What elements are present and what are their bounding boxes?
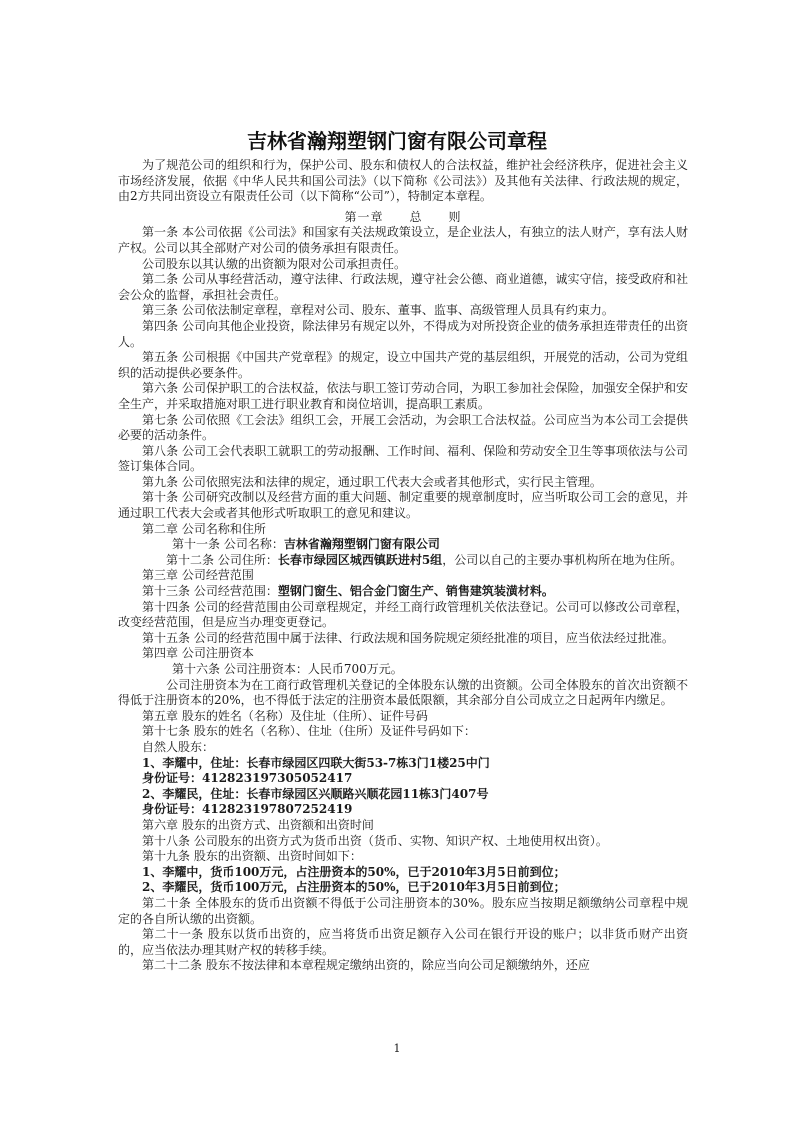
text-run: 第八条 公司工会代表职工就职工的劳动报酬、工作时间、福利、保险和劳动安全卫生等事项依法与公司签订集体合同。 bbox=[118, 443, 688, 474]
article-paragraph bbox=[118, 896, 688, 927]
article-paragraph bbox=[118, 927, 688, 958]
text-run: 第一条 本公司依据《公司法》和国家有关法规政策设立，是企业法人，有独立的法人财产，享有法人财产权。公司以其全部财产对公司的债务承担有限责任。 bbox=[118, 225, 688, 255]
article-paragraph bbox=[118, 319, 688, 350]
text-run: 第十六条 公司注册资本：人民币700万元。 bbox=[172, 662, 403, 676]
text-run: 第十五条 公司的经营范围中属于法律、行政法规和国务院规定须经批准的项目，应当依法经过批准。 bbox=[142, 630, 674, 645]
article-paragraph bbox=[118, 553, 688, 569]
text-run: 公司股东以其认缴的出资额为限对公司承担责任。 bbox=[142, 256, 407, 271]
text-run: 第三章 公司经营范围 bbox=[142, 568, 254, 583]
article-paragraph bbox=[118, 646, 688, 662]
article-paragraph bbox=[118, 225, 688, 256]
document-title: 吉林省瀚翔塑钢门窗有限公司章程 bbox=[247, 129, 547, 153]
bold-text: 2、李耀民，住址：长春市绿园区兴顺路兴顺花园11栋3门407号 bbox=[142, 786, 489, 801]
text-run: 第二十二条 股东不按法律和本章程规定缴纳出资的，除应当向公司足额缴纳外，还应 bbox=[142, 958, 590, 973]
bold-text: 身份证号：412823197305052417 bbox=[142, 771, 353, 786]
text-run: 第四章 公司注册资本 bbox=[142, 646, 254, 661]
bold-text: 长春市绿园区城西镇跃进村5组 bbox=[277, 552, 443, 567]
text-run: 第十九条 股东的出资额、出资时间如下： bbox=[142, 849, 362, 864]
text-run: 第六章 股东的出资方式、出资额和出资时间 bbox=[142, 817, 374, 832]
article-paragraph bbox=[118, 444, 688, 475]
text-run: ，公司以自己的主要办事机构所在地为住所。 bbox=[442, 552, 683, 567]
article-paragraph bbox=[118, 600, 688, 631]
text-run: 第十七条 股东的姓名（名称）、住址（住所）及证件号码如下： bbox=[142, 724, 476, 739]
article-paragraph bbox=[118, 880, 688, 896]
article-paragraph bbox=[118, 958, 688, 974]
bold-text: 身份证号：412823197807252419 bbox=[142, 802, 353, 817]
article-paragraph bbox=[118, 257, 688, 273]
page-number: 1 bbox=[393, 1042, 401, 1055]
text-run: 第十三条 公司经营范围： bbox=[142, 584, 278, 599]
article-paragraph bbox=[118, 787, 688, 803]
text-run: 第十二条 公司住所： bbox=[142, 552, 278, 567]
article-paragraph bbox=[118, 522, 688, 538]
text-run: 第四条 公司向其他企业投资，除法律另有规定以外，不得成为对所投资企业的债务承担连带责任的出资人。 bbox=[118, 318, 688, 349]
article-paragraph bbox=[118, 756, 688, 772]
chapter-heading bbox=[118, 210, 688, 226]
article-paragraph bbox=[118, 834, 688, 850]
text-run: 第九条 公司依照宪法和法律的规定，通过职工代表大会或者其他形式，实行民主管理。 bbox=[142, 474, 602, 489]
text-run: 第五条 公司根据《中国共产党章程》的规定，设立中国共产党的基层组织，开展党的活动，公司为党组织的活动提供必要条件。 bbox=[118, 350, 688, 380]
article-paragraph bbox=[118, 303, 688, 319]
bold-text: 吉林省瀚翔塑钢门窗有限公司 bbox=[283, 537, 440, 552]
text-run: 为了规范公司的组织和行为，保护公司、股东和债权人的合法权益，维护社会经济秩序，促进社会主义市场经济发展，依据《中华人民共和国公司法》（以下简称《公司法》）及其他有关法律、行政法规的规定，由2方共同出资设立有限责任公司（以下简称“公司”），特制定本章程。 bbox=[118, 158, 688, 204]
text-run: 第七条 公司依照《工会法》组织工会，开展工会活动，为会职工合法权益。公司应当为本公司工会提供必要的活动条件。 bbox=[118, 412, 688, 443]
article-paragraph bbox=[118, 381, 688, 412]
text-run: 第二十条 全体股东的货币出资额不得低于公司注册资本的30%。股东应当按期足额缴纳公司章程中规定的各自所认缴的出资额。 bbox=[118, 895, 688, 926]
article-paragraph bbox=[118, 818, 688, 834]
article-paragraph bbox=[118, 865, 688, 881]
article-paragraph bbox=[118, 709, 688, 725]
text-run: 第二条 公司从事经营活动，遵守法律、行政法规，遵守社会公德、商业道德，诚实守信，接受政府和社会公众的监督，承担社会责任。 bbox=[118, 272, 688, 302]
text-run: 自然人股东： bbox=[142, 739, 215, 754]
article-paragraph bbox=[118, 724, 688, 740]
bold-text: 2、李耀民，货币100万元，占注册资本的50%，已于2010年3月5日前到位； bbox=[142, 880, 566, 895]
text-run: 第十四条 公司的经营范围由公司章程规定，并经工商行政管理机关依法登记。公司可以修改公司章程，改变经营范围，但是应当办理变更登记。 bbox=[118, 599, 688, 630]
article-paragraph bbox=[118, 771, 688, 787]
article-paragraph bbox=[118, 802, 688, 818]
text-run: 第十八条 公司股东的出资方式为货币出资（货币、实物、知识产权、土地使用权出资）。 bbox=[142, 833, 608, 848]
article-paragraph bbox=[118, 272, 688, 303]
text-run: 第十一条 公司名称： bbox=[172, 537, 284, 552]
article-paragraph bbox=[118, 537, 688, 553]
text-run: 第三条 公司依法制定章程，章程对公司、股东、董事、监事、高级管理人员具有约束力。 bbox=[142, 303, 614, 318]
text-run: 第二十一条 股东以货币出资的，应当将货币出资足额存入公司在银行开设的账户；以非货币财产出资的，应当依法办理其财产权的转移手续。 bbox=[118, 927, 688, 957]
article-paragraph bbox=[118, 740, 688, 756]
text-run: 第一章 总 则 bbox=[344, 209, 462, 224]
bold-text: 塑钢门窗生、铝合金门窗生产、销售建筑装潢材料。 bbox=[277, 584, 554, 599]
article-paragraph bbox=[118, 490, 688, 521]
article-paragraph bbox=[118, 849, 688, 865]
article-paragraph bbox=[118, 631, 688, 647]
article-paragraph bbox=[118, 584, 688, 600]
text-run: 第二章 公司名称和住所 bbox=[142, 521, 266, 536]
text-run: 公司注册资本为在工商行政管理机关登记的全体股东认缴的出资额。公司全体股东的首次出资额不得低于注册资本的20%，也不得低于法定的注册资本最低限额，其余部分自公司成立之日起两年内缴足。 bbox=[118, 677, 688, 708]
article-paragraph bbox=[118, 158, 688, 205]
text-run: 第六条 公司保护职工的合法权益，依法与职工签订劳动合同，为职工参加社会保险，加强安全保护和安全生产，并采取措施对职工进行职业教育和岗位培训，提高职工素质。 bbox=[118, 381, 688, 411]
text-run: 第五章 股东的姓名（名称）及住址（住所）、证件号码 bbox=[142, 708, 428, 723]
bold-text: 1、李耀中，货币100万元，占注册资本的50%，已于2010年3月5日前到位； bbox=[142, 864, 566, 879]
article-paragraph bbox=[118, 350, 688, 381]
article-paragraph bbox=[118, 662, 688, 678]
article-paragraph bbox=[118, 413, 688, 444]
article-paragraph bbox=[118, 678, 688, 709]
article-paragraph bbox=[118, 475, 688, 491]
bold-text: 1、李耀中，住址：长春市绿园区四联大街53-7栋3门1楼25中门 bbox=[142, 755, 490, 770]
document-body bbox=[118, 158, 688, 974]
text-run: 第十条 公司研究改制以及经营方面的重大问题、制定重要的规章制度时，应当听取公司工会的意见，并通过职工代表大会或者其他形式听取职工的意见和建议。 bbox=[118, 490, 688, 521]
article-paragraph bbox=[118, 568, 688, 584]
